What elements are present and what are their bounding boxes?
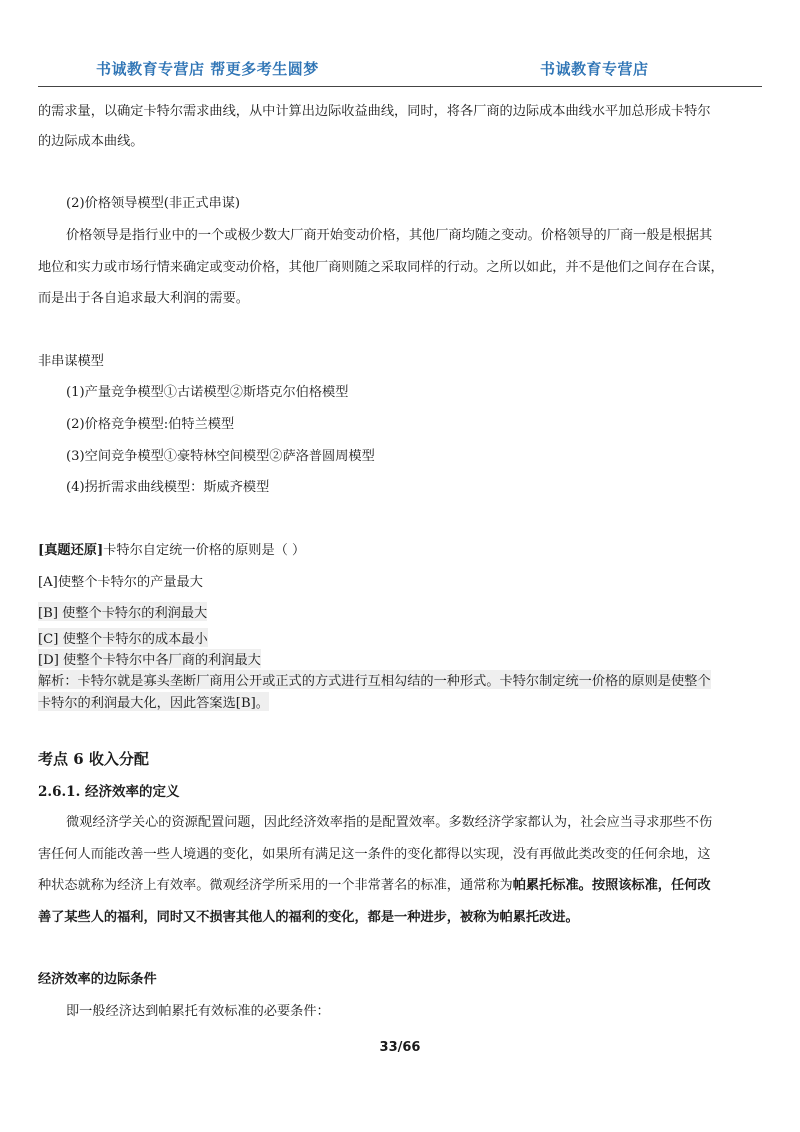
question-stem: 卡特尔自定统一价格的原则是（ ） <box>103 543 306 558</box>
section-6-title: 考点 6 收入分配 <box>38 750 149 768</box>
efficiency-para-line-3 <box>38 874 711 893</box>
marginal-condition-text: 即一般经济达到帕累托有效标准的必要条件： <box>66 1004 330 1019</box>
pareto-standard-bold: 帕累托标准。按照该标准，任何改 <box>512 878 711 893</box>
question-stem-line <box>38 539 305 558</box>
marginal-condition-title: 经济效率的边际条件 <box>38 972 157 987</box>
efficiency-para-line-3-normal: 种状态就称为经济上有效率。微观经济学所采用的一个非常著名的标准，通常称为 <box>38 878 513 893</box>
current-page: 33 <box>379 1040 398 1055</box>
price-leader-line-2: 地位和实力或市场行情来确定或变动价格，其他厂商则随之采取同样的行动。之所以如此，并不是他们之间存在合谋， <box>38 260 724 275</box>
analysis-line-1: 解析：卡特尔就是寡头垄断厂商用公开或正式的方式进行互相勾结的一种形式。卡特尔制定统一价格的原则是使整个 <box>38 670 711 689</box>
page-separator: / <box>397 1040 403 1055</box>
non-collusion-item-4: (4)拐折需求曲线模型：斯威齐模型 <box>66 480 270 495</box>
price-leader-title: (2)价格领导模型(非正式串谋) <box>66 196 241 211</box>
price-leader-line-3: 而是出于各自追求最大利润的需要。 <box>38 291 249 306</box>
non-collusion-title: 非串谋模型 <box>38 354 104 369</box>
section-6-subtitle: 2.6.1. 经济效率的定义 <box>38 784 180 800</box>
efficiency-para-line-4: 善了某些人的福利，同时又不损害其他人的福利的变化，都是一种进步，被称为帕累托改进。 <box>38 910 579 925</box>
question-tag: [真题还原] <box>38 543 104 558</box>
efficiency-para-line-2: 害任何人而能改善一些人境遇的变化，如果所有满足这一条件的变化都得以实现，没有再做此类改变的任何余地，这 <box>38 847 711 862</box>
non-collusion-item-2: (2)价格竞争模型:伯特兰模型 <box>66 417 235 432</box>
total-pages: 66 <box>402 1040 421 1055</box>
non-collusion-item-3: (3)空间竞争模型①豪特林空间模型②萨洛普圆周模型 <box>66 449 375 464</box>
header-divider <box>38 86 762 87</box>
price-leader-line-1: 价格领导是指行业中的一个或极少数大厂商开始变动价格，其他厂商均随之变动。价格领导的厂商一般是根据其 <box>66 228 713 243</box>
kartel-text-line-1: 的需求量，以确定卡特尔需求曲线，从中计算出边际收益曲线，同时，将各厂商的边际成本曲线水平加总形成卡特尔 <box>38 104 711 119</box>
analysis-line-2: 卡特尔的利润最大化，因此答案选[B]。 <box>38 692 269 711</box>
kartel-text-line-2: 的边际成本曲线。 <box>38 134 144 149</box>
page-number <box>0 1040 800 1055</box>
option-b: [B] 使整个卡特尔的利润最大 <box>38 602 207 621</box>
header-store-slogan: 书诚教育专营店 帮更多考生圆梦 <box>96 60 319 78</box>
non-collusion-item-1: (1)产量竞争模型①古诺模型②斯塔克尔伯格模型 <box>66 385 349 400</box>
option-c: [C] 使整个卡特尔的成本最小 <box>38 628 208 647</box>
option-a: [A]使整个卡特尔的产量最大 <box>38 575 203 590</box>
header-store-name: 书诚教育专营店 <box>540 60 649 78</box>
efficiency-para-line-1: 微观经济学关心的资源配置问题，因此经济效率指的是配置效率。多数经济学家都认为，社会应当寻求那些不伤 <box>66 815 713 830</box>
option-d: [D] 使整个卡特尔中各厂商的利润最大 <box>38 649 261 668</box>
